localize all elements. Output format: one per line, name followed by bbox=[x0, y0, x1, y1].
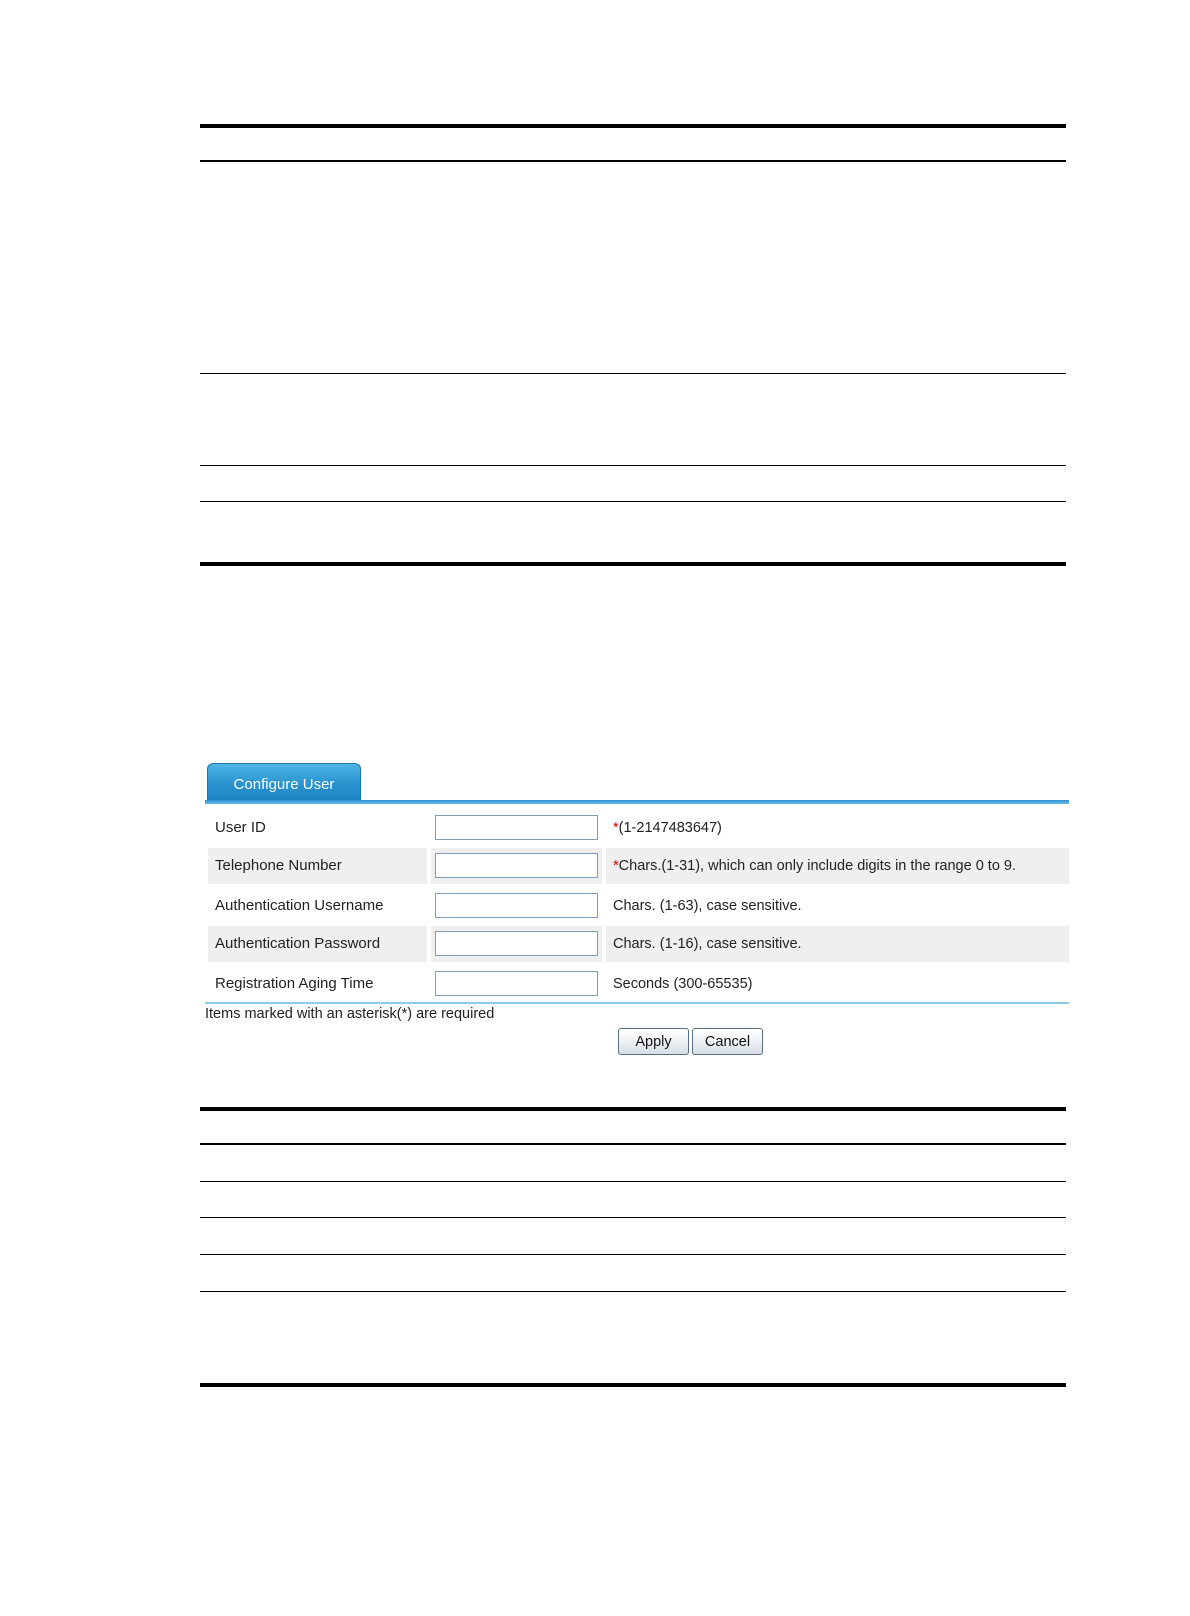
user-id-hint-text: (1-2147483647) bbox=[618, 820, 722, 836]
authentication-username-label: Authentication Username bbox=[215, 897, 384, 914]
required-asterisk: * bbox=[613, 858, 619, 874]
authentication-password-input[interactable] bbox=[435, 931, 598, 956]
table2-row-divider bbox=[200, 1291, 1066, 1292]
table1-row-divider bbox=[200, 501, 1066, 502]
form-row-registration-aging-time bbox=[208, 966, 1069, 1002]
telephone-number-input[interactable] bbox=[435, 853, 598, 878]
authentication-password-input-cell bbox=[431, 926, 602, 962]
required-fields-note: Items marked with an asterisk(*) are required bbox=[205, 1006, 495, 1022]
authentication-username-input-cell bbox=[431, 888, 602, 924]
apply-button[interactable]: Apply bbox=[618, 1028, 689, 1055]
table1-bottom-rule bbox=[200, 562, 1066, 566]
form-row-authentication-username bbox=[208, 888, 1069, 924]
telephone-number-input-cell bbox=[431, 848, 602, 884]
cancel-button[interactable]: Cancel bbox=[692, 1028, 763, 1055]
table2-row-divider bbox=[200, 1181, 1066, 1182]
required-asterisk: * bbox=[613, 820, 619, 836]
telephone-number-hint-text: Chars.(1-31), which can only include digits in the range 0 to 9. bbox=[618, 858, 1017, 874]
form-row-user-id bbox=[208, 810, 1069, 846]
table2-row-divider bbox=[200, 1254, 1066, 1255]
authentication-password-hint: Chars. (1-16), case sensitive. bbox=[606, 926, 1069, 962]
table2-row-divider bbox=[200, 1217, 1066, 1218]
tab-configure-user[interactable]: Configure User bbox=[207, 763, 361, 800]
table1-row-divider bbox=[200, 465, 1066, 466]
user-id-label: User ID bbox=[215, 819, 266, 836]
table2-bottom-rule bbox=[200, 1383, 1066, 1387]
table1-header-rule bbox=[200, 160, 1066, 162]
authentication-password-label: Authentication Password bbox=[208, 926, 427, 962]
form-row-authentication-password bbox=[208, 926, 1069, 962]
authentication-username-hint: Chars. (1-63), case sensitive. bbox=[613, 898, 802, 914]
table1-top-rule bbox=[200, 124, 1066, 128]
tab-underline bbox=[205, 800, 1069, 804]
form-row-telephone-number bbox=[208, 848, 1069, 884]
registration-aging-time-label: Registration Aging Time bbox=[215, 975, 374, 992]
authentication-username-input[interactable] bbox=[435, 893, 598, 918]
registration-aging-time-hint: Seconds (300-65535) bbox=[613, 976, 753, 992]
registration-aging-time-input-cell bbox=[431, 966, 602, 1002]
table2-header-rule bbox=[200, 1143, 1066, 1145]
configure-user-panel bbox=[205, 763, 1069, 1063]
user-id-hint bbox=[606, 810, 1069, 846]
form-bottom-divider bbox=[205, 1002, 1069, 1004]
user-id-input-cell bbox=[431, 810, 602, 846]
table2-top-rule bbox=[200, 1107, 1066, 1111]
registration-aging-time-input[interactable] bbox=[435, 971, 598, 996]
user-id-input[interactable] bbox=[435, 815, 598, 840]
table1-row-divider bbox=[200, 373, 1066, 374]
telephone-number-hint bbox=[606, 848, 1069, 884]
telephone-number-label: Telephone Number bbox=[208, 848, 427, 884]
